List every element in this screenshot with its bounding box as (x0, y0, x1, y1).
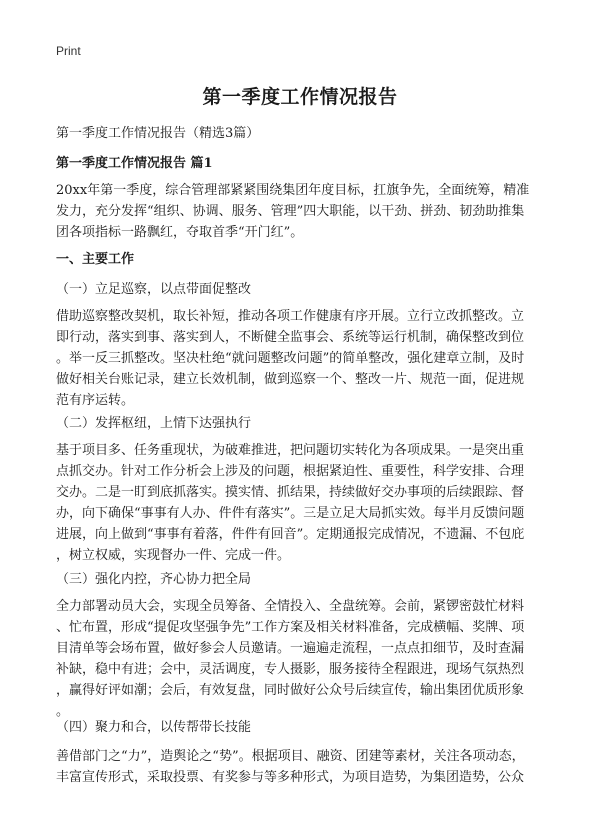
paragraph-line: 点抓交办。针对工作分析会上涉及的问题，根据紧迫性、重要性，科学安排、合理 (56, 464, 525, 479)
paragraph-line: 丰富宣传形式，采取投票、有奖参与等多种形式，为项目造势，为集团造势，公众 (56, 770, 525, 785)
subsection-heading-2: （二）发挥枢纽，上情下达强执行 (56, 416, 252, 431)
paragraph-line: 、忙布置，形成“提促攻坚强争先”工作方案及相关材料准备，完成横幅、奖牌、项 (56, 620, 525, 635)
paragraph-line: 交办。二是一盯到底抓落实。摸实情、抓结果，持续做好交办事项的后续跟踪、督 (56, 485, 525, 500)
paragraph-line: 做好相关台账记录，建立长效机制，做到巡察一个、整改一片、规范一面，促进规 (56, 372, 525, 387)
subsection-heading-1: （一）立足巡察，以点带面促整改 (56, 282, 252, 297)
paragraph-line: 。 (56, 704, 70, 719)
document-subtitle: 第一季度工作情况报告（精选3篇） (56, 126, 260, 141)
intro-paragraph (56, 180, 546, 243)
paragraph-line: 补缺，稳中有进；会中，灵活调度，专人摄影，服务接待全程跟进，现场气氛热烈 (56, 662, 525, 677)
paragraph-line: 进展，向上做到“事事有着落，件件有回音”。定期通报完成情况，不遗漏、不包庇 (56, 527, 525, 542)
paragraph-line: 团各项指标一路飘红，夺取首季“开门红”。 (56, 225, 304, 240)
section-heading-main-work: 一、主要工作 (56, 252, 135, 267)
subsection-3-paragraph (56, 596, 546, 722)
paragraph-line: ，树立权威，实现督办一件、完成一件。 (56, 548, 291, 563)
paragraph-line: 借助巡察整改契机，取长补短，推动各项工作健康有序开展。立行立改抓整改。立 (56, 309, 525, 324)
subsection-4-paragraph (56, 746, 546, 788)
subsection-heading-3: （三）强化内控，齐心协力把全局 (56, 572, 252, 587)
article-heading: 第一季度工作情况报告 篇1 (56, 156, 213, 171)
subsection-2-paragraph (56, 440, 546, 566)
paragraph-line: 发力，充分发挥“组织、协调、服务、管理”四大职能，以干劲、拼劲、韧劲助推集 (56, 204, 525, 219)
paragraph-line: 范有序运转。 (56, 393, 135, 408)
subsection-heading-4: （四）聚力和合，以传帮带长技能 (56, 720, 252, 735)
subsection-1-paragraph (56, 306, 546, 411)
paragraph-line: 。举一反三抓整改。坚决杜绝“就问题整改问题”的简单整改，强化建章立制，及时 (56, 351, 525, 366)
paragraph-line: ，赢得好评如潮；会后，有效复盘，同时做好公众号后续宣传，输出集团优质形象 (56, 683, 525, 698)
paragraph-line: 办，向下确保“事事有人办、件件有落实”。三是立足大局抓实效。每半月反馈问题 (56, 506, 525, 521)
paragraph-line: 基于项目多、任务重现状，为破难推进，把问题切实转化为各项成果。一是突出重 (56, 443, 525, 458)
paragraph-line: 善借部门之“力”，造舆论之“势”。根据项目、融资、团建等素材，关注各项动态， (56, 749, 525, 764)
paragraph-line: 全力部署动员大会，实现全员筹备、全情投入、全盘统筹。会前，紧锣密鼓忙材料 (56, 599, 525, 614)
paragraph-line: 即行动，落实到事、落实到人，不断健全监事会、系统等运行机制，确保整改到位 (56, 330, 525, 345)
paragraph-line: 20xx年第一季度，综合管理部紧紧围绕集团年度目标，扛旗争先，全面统筹，精准 (56, 183, 530, 198)
paragraph-line: 目清单等会场布置，做好参会人员邀请。一遍遍走流程，一点点扣细节，及时查漏 (56, 641, 525, 656)
document-title: 第一季度工作情况报告 (202, 86, 398, 108)
print-link[interactable]: Print (56, 44, 81, 58)
